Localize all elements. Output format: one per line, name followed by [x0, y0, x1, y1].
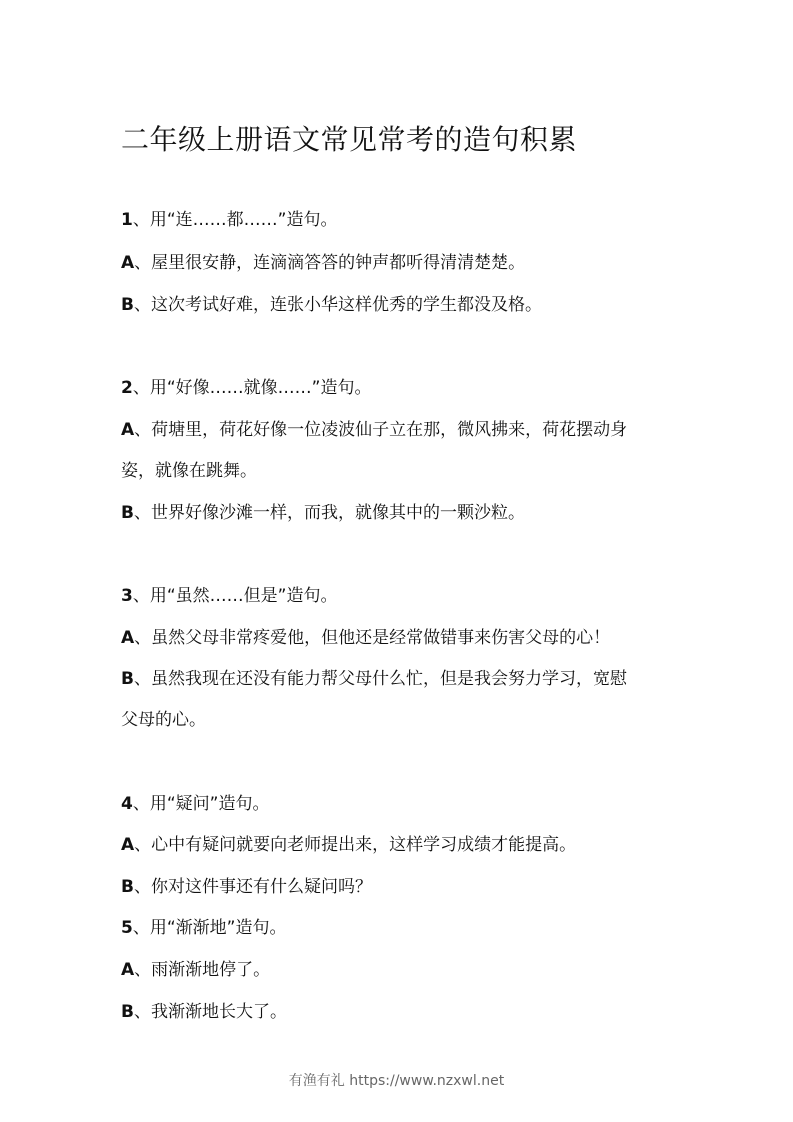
answer-text: 、虽然我现在还没有能力帮父母什么忙，但是我会努力学习，宽慰 — [133, 669, 627, 689]
question-text: 、用“疑问”造句。 — [132, 794, 270, 814]
question-number: 2 — [121, 378, 133, 398]
answer-text: 、屋里很安静，连滴滴答答的钟声都听得清清楚楚。 — [134, 253, 526, 273]
answer-1b — [121, 294, 542, 316]
answer-label: B — [121, 503, 134, 523]
answer-label: A — [121, 253, 135, 273]
answer-text: 、虽然父母非常疼爱他，但他还是经常做错事来伤害父母的心！ — [134, 628, 611, 648]
answer-text: 、这次考试好难，连张小华这样优秀的学生都没及格。 — [133, 295, 542, 315]
question-text: 、用“连……都……”造句。 — [132, 210, 338, 230]
answer-label: B — [121, 295, 134, 315]
question-2 — [121, 377, 371, 399]
answer-2b — [121, 502, 525, 524]
answer-text: 、你对这件事还有什么疑问吗？ — [133, 877, 372, 897]
answer-text: 、心中有疑问就要向老师提出来，这样学习成绩才能提高。 — [134, 835, 577, 855]
footer-watermark: 有渔有礼 https://www.nzxwl.net — [288, 1073, 505, 1089]
answer-4a — [121, 834, 576, 856]
answer-5a — [121, 959, 270, 981]
answer-label: A — [121, 835, 135, 855]
question-text: 、用“虽然……但是”造句。 — [132, 586, 338, 606]
answer-text: 、我渐渐地长大了。 — [133, 1002, 287, 1022]
question-number: 3 — [121, 586, 133, 606]
answer-2a-cont: 姿，就像在跳舞。 — [121, 461, 257, 481]
question-number: 1 — [121, 210, 133, 230]
document-title: 二年级上册语文常见常考的造句积累 — [121, 123, 578, 156]
answer-1a — [121, 252, 525, 274]
answer-label: A — [121, 960, 135, 980]
question-number: 4 — [121, 794, 133, 814]
answer-5b — [121, 1001, 287, 1023]
answer-3b-cont: 父母的心。 — [121, 710, 206, 730]
answer-text: 、雨渐渐地停了。 — [134, 960, 271, 980]
answer-text: 、荷塘里，荷花好像一位凌波仙子立在那，微风拂来，荷花摆动身 — [134, 420, 628, 440]
question-3 — [121, 585, 337, 607]
answer-4b — [121, 876, 372, 898]
answer-text: 、世界好像沙滩一样，而我，就像其中的一颗沙粒。 — [133, 503, 525, 523]
question-5 — [121, 917, 286, 939]
answer-label: B — [121, 877, 134, 897]
answer-label: B — [121, 669, 134, 689]
answer-2a — [121, 419, 627, 441]
question-1 — [121, 209, 337, 231]
answer-label: A — [121, 628, 135, 648]
answer-3b — [121, 668, 627, 690]
question-text: 、用“渐渐地”造句。 — [132, 918, 287, 938]
answer-label: B — [121, 1002, 134, 1022]
question-number: 5 — [121, 918, 133, 938]
answer-3a — [121, 627, 610, 649]
question-4 — [121, 793, 269, 815]
question-text: 、用“好像……就像……”造句。 — [132, 378, 372, 398]
answer-label: A — [121, 420, 135, 440]
